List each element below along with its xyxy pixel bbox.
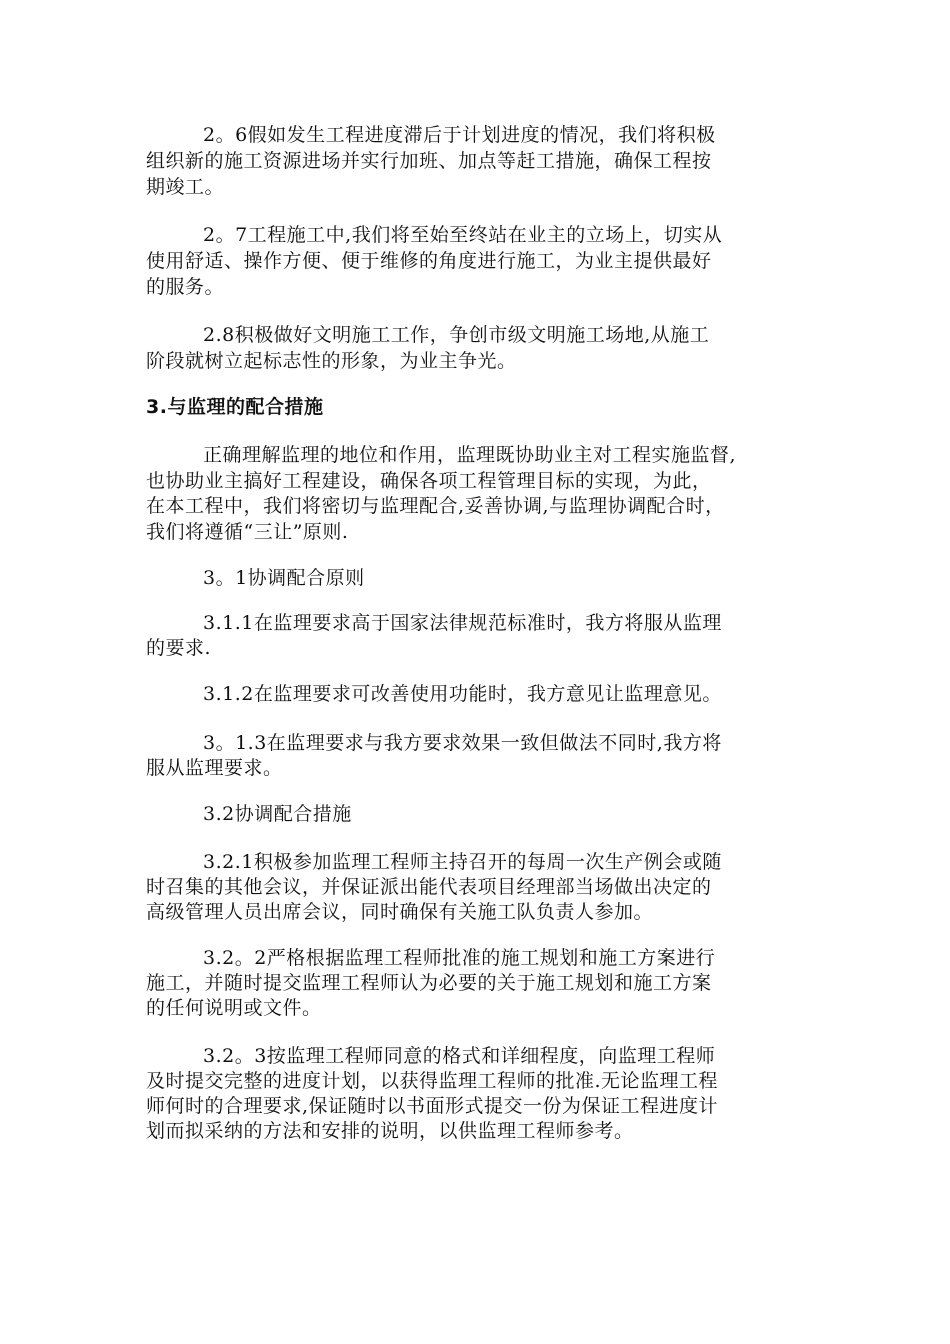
paragraph-3-1-1-line-1: 3.1.1在监理要求高于国家法律规范标准时，我方将服从监理 [203, 612, 722, 634]
paragraph-3-2-3-line-3: 师何时的合理要求,保证随时以书面形式提交一份为保证工程进度计 [146, 1095, 719, 1117]
paragraph-3-2-3-line-1: 3.2。3按监理工程师同意的格式和详细程度，向监理工程师 [203, 1045, 716, 1067]
paragraph-3-2-2-line-2: 施工，并随时提交监理工程师认为必要的关于施工规划和施工方案 [146, 972, 712, 994]
paragraph-3-2-1-line-3: 高级管理人员出席会议，同时确保有关施工队负责人参加。 [146, 901, 654, 923]
paragraph-2-7-line-2: 使用舒适、操作方便、便于维修的角度进行施工，为业主提供最好 [146, 250, 712, 272]
paragraph-3-1-2-line-1: 3.1.2在监理要求可改善使用功能时，我方意见让监理意见。 [203, 683, 722, 705]
paragraph-2-6-line-2: 组织新的施工资源进场并实行加班、加点等赶工措施，确保工程按 [146, 150, 712, 172]
paragraph-3-2-3-line-4: 划而拟采纳的方法和安排的说明，以供监理工程师参考。 [146, 1120, 634, 1142]
paragraph-3-2-2-line-1: 3.2。2严格根据监理工程师批准的施工规划和施工方案进行 [203, 947, 716, 969]
subsection-3-1-heading: 3。1协调配合原则 [203, 567, 365, 589]
section-3-heading: 3.与监理的配合措施 [146, 396, 324, 418]
paragraph-2-8-line-1: 2.8积极做好文明施工工作，争创市级文明施工场地,从施工 [203, 324, 710, 346]
subsection-3-2-heading: 3.2协调配合措施 [203, 803, 352, 825]
section-3-intro-line-3: 在本工程中，我们将密切与监理配合,妥善协调,与监理协调配合时， [146, 495, 725, 517]
paragraph-3-1-3-line-2: 服从监理要求。 [146, 757, 283, 779]
paragraph-3-2-1-line-2: 时召集的其他会议，并保证派出能代表项目经理部当场做出决定的 [146, 876, 712, 898]
paragraph-3-2-2-line-3: 的任何说明或文件。 [146, 997, 322, 1019]
paragraph-3-2-1-line-1: 3.2.1积极参加监理工程师主持召开的每周一次生产例会或随 [203, 851, 722, 873]
paragraph-2-6-line-1: 2。6假如发生工程进度滞后于计划进度的情况，我们将积极 [203, 124, 716, 146]
section-3-intro-line-2: 也协助业主搞好工程建设，确保各项工程管理目标的实现，为此， [146, 470, 712, 492]
paragraph-2-8-line-2: 阶段就树立起标志性的形象，为业主争光。 [146, 350, 517, 372]
paragraph-3-2-3-line-2: 及时提交完整的进度计划，以获得监理工程师的批准.无论监理工程 [146, 1070, 719, 1092]
section-3-intro-line-4: 我们将遵循“三让”原则. [146, 521, 349, 543]
section-3-intro-line-1: 正确理解监理的地位和作用，监理既协助业主对工程实施监督, [203, 444, 737, 466]
paragraph-2-6-line-3: 期竣工。 [146, 176, 225, 198]
paragraph-3-1-1-line-2: 的要求. [146, 637, 212, 659]
paragraph-2-7-line-3: 的服务。 [146, 276, 225, 298]
paragraph-2-7-line-1: 2。7工程施工中,我们将至始至终站在业主的立场上，切实从 [203, 224, 723, 246]
paragraph-3-1-3-line-1: 3。1.3在监理要求与我方要求效果一致但做法不同时,我方将 [203, 732, 722, 754]
